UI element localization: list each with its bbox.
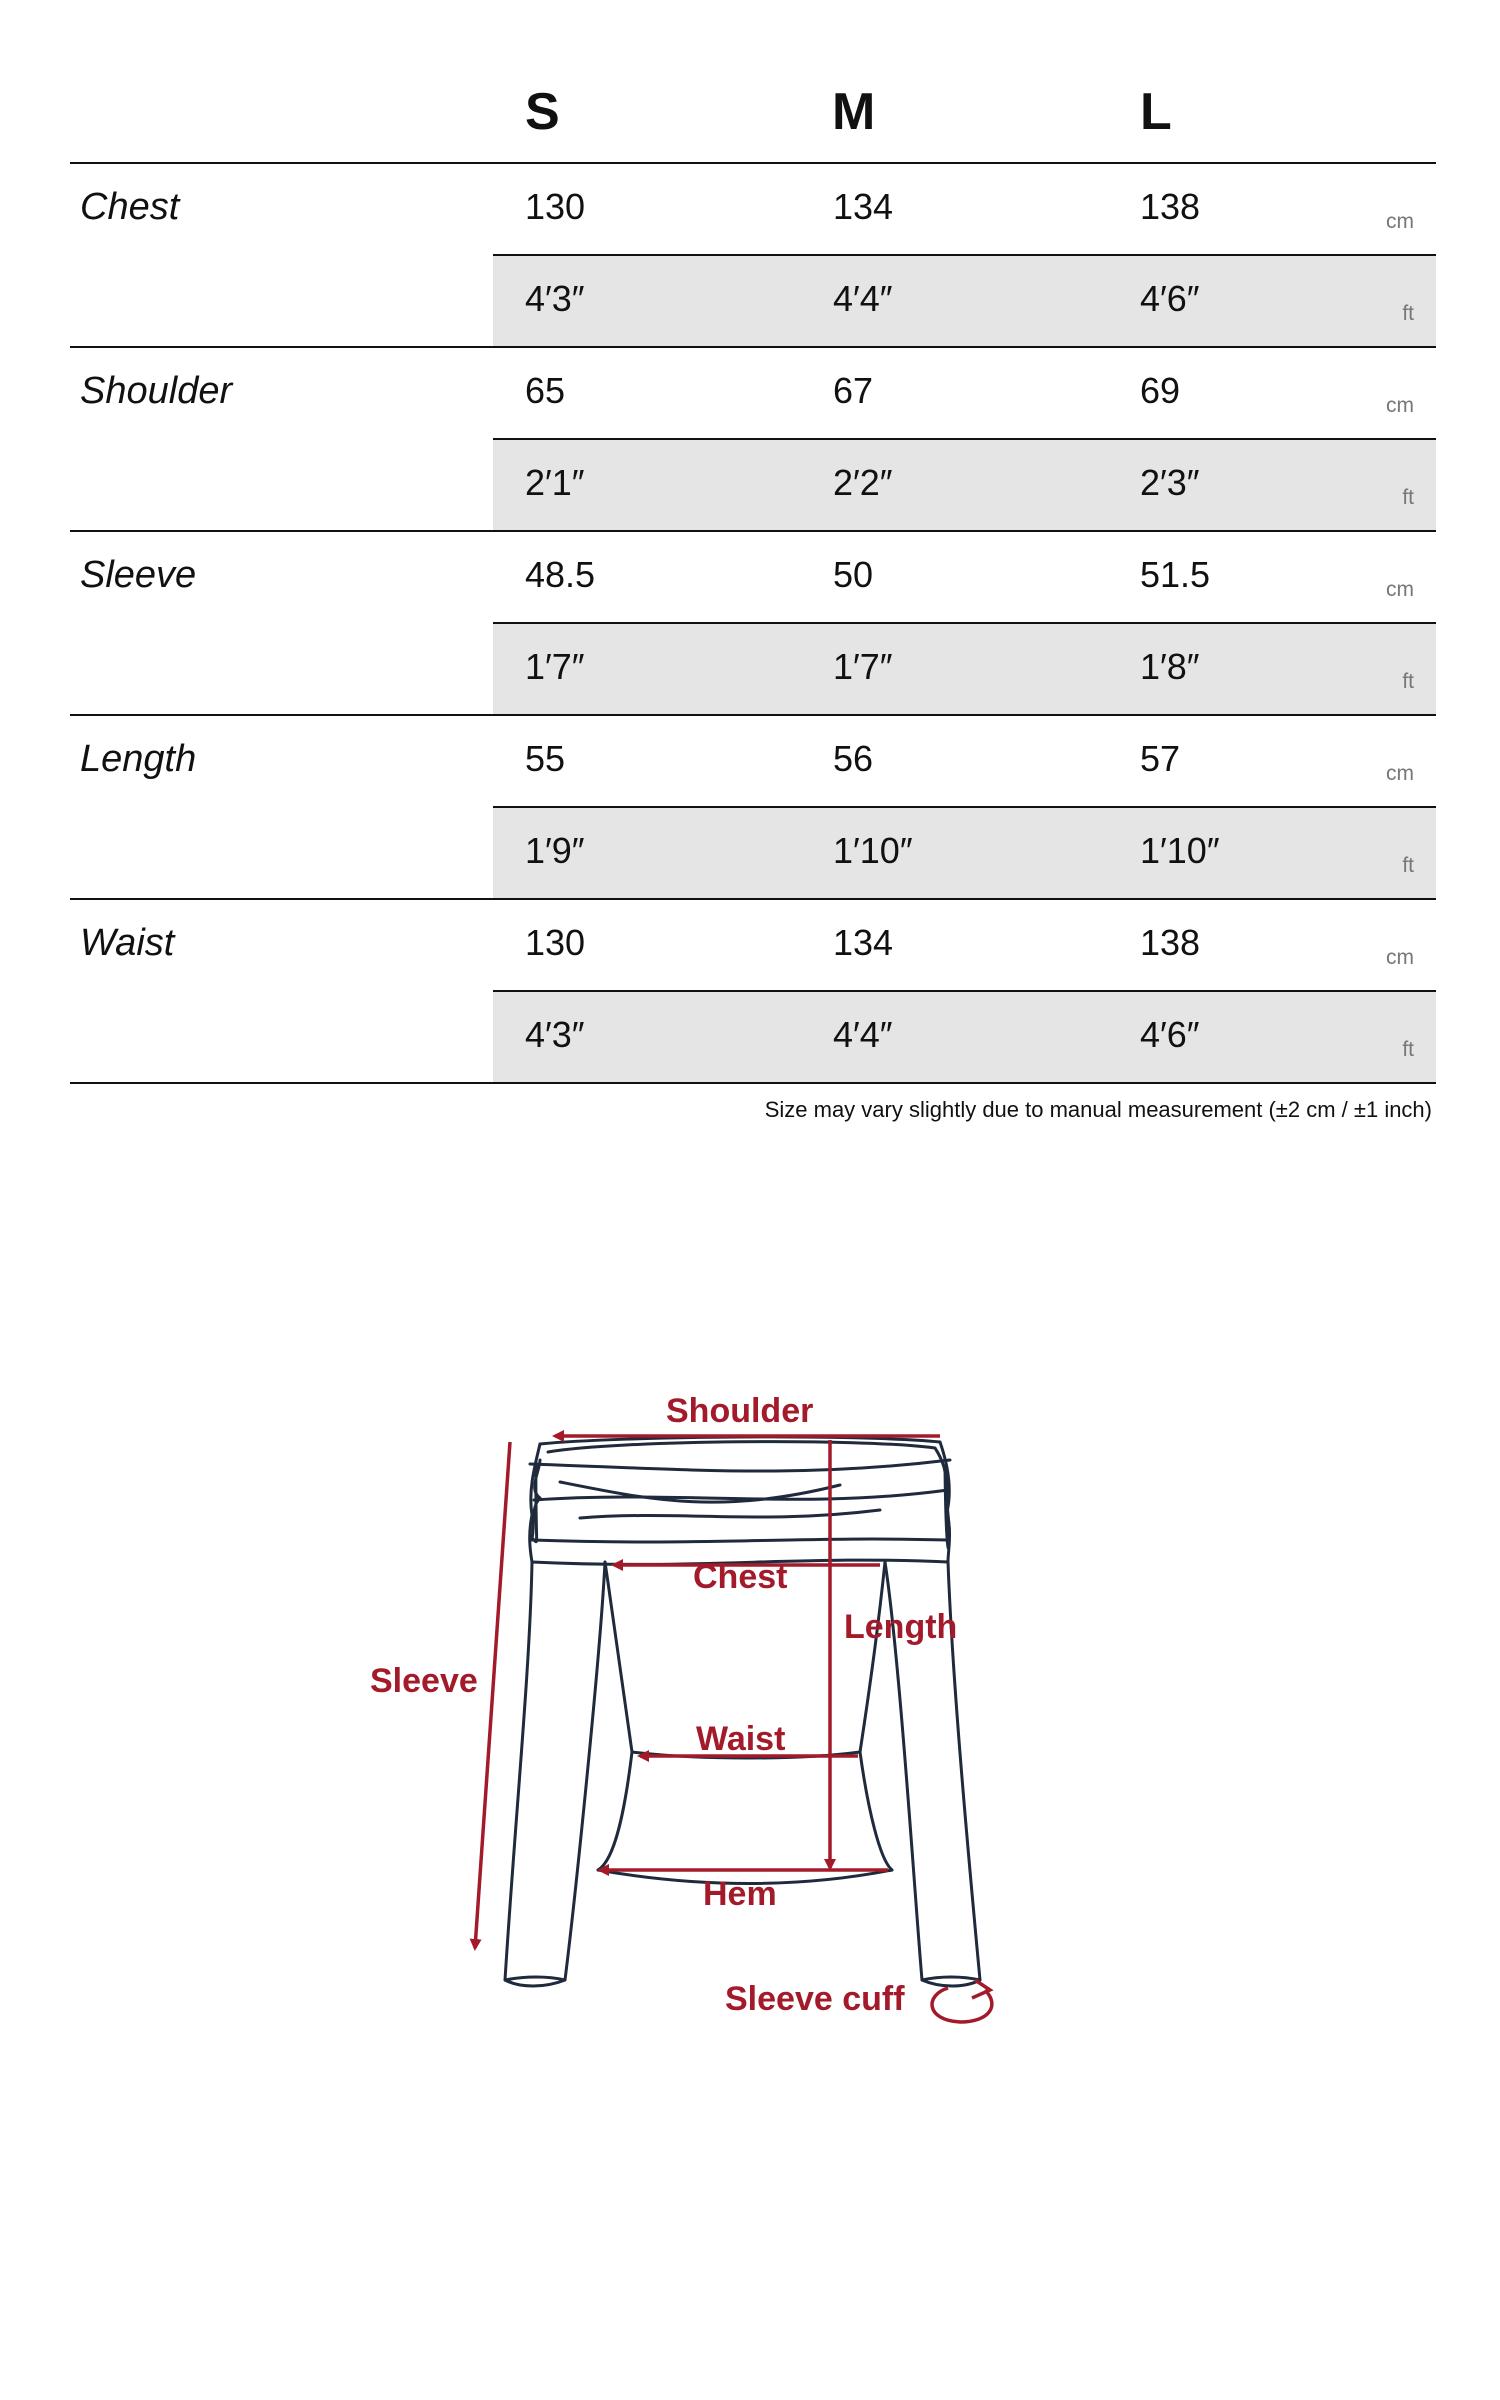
size-header-m: M [832, 83, 876, 141]
value-cell: 4′4″ [833, 1014, 893, 1055]
value-cell: 1′9″ [525, 830, 585, 871]
length-label: Length [844, 1608, 958, 1646]
unit-label-cm: cm [1386, 946, 1414, 969]
value-cell: 4′6″ [1140, 1014, 1200, 1055]
value-cell: 4′3″ [525, 1014, 585, 1055]
value-cell: 2′3″ [1140, 462, 1200, 503]
measurement-note: Size may vary slightly due to manual measurement (±2 cm / ±1 inch) [764, 1097, 1432, 1122]
unit-label-ft: ft [1402, 486, 1414, 509]
value-cell: 48.5 [525, 554, 596, 595]
value-cell: 65 [525, 370, 566, 411]
value-cell: 134 [833, 922, 894, 963]
value-cell: 51.5 [1140, 554, 1211, 595]
value-cell: 1′7″ [833, 646, 893, 687]
size-header-l: L [1140, 83, 1172, 141]
value-cell: 67 [833, 370, 874, 411]
measurement-label: Shoulder [80, 370, 233, 412]
measurement-label: Sleeve [80, 554, 197, 596]
shoulder-label: Shoulder [666, 1392, 814, 1430]
measurement-group-shoulder [70, 348, 1436, 532]
ft-row [493, 438, 1436, 530]
value-cell: 1′7″ [525, 646, 585, 687]
unit-label-ft: ft [1402, 854, 1414, 877]
cm-row [493, 532, 1436, 622]
cm-row [493, 348, 1436, 438]
value-cell: 134 [833, 186, 894, 227]
ft-row [493, 254, 1436, 346]
unit-label-ft: ft [1402, 1038, 1414, 1061]
value-cell: 55 [525, 738, 566, 779]
value-cell: 1′10″ [833, 830, 913, 871]
value-cell: 50 [833, 554, 874, 595]
measurement-label: Chest [80, 186, 180, 228]
hem-label: Hem [703, 1875, 777, 1913]
value-cell: 56 [833, 738, 874, 779]
measurement-group-waist [70, 900, 1436, 1084]
value-cell: 57 [1140, 738, 1181, 779]
value-cell: 138 [1140, 922, 1201, 963]
ft-row [493, 806, 1436, 898]
value-cell: 4′3″ [525, 278, 585, 319]
measurement-diagram [0, 1340, 1500, 2060]
value-cell: 138 [1140, 186, 1201, 227]
value-cell: 1′8″ [1140, 646, 1200, 687]
unit-label-cm: cm [1386, 578, 1414, 601]
sleeve-cuff-label: Sleeve cuff [725, 1980, 905, 2018]
unit-label-cm: cm [1386, 210, 1414, 233]
unit-label-ft: ft [1402, 670, 1414, 693]
measurement-group-length [70, 716, 1436, 900]
value-cell: 2′1″ [525, 462, 585, 503]
size-header-row [70, 60, 1436, 164]
size-header-s: S [525, 83, 560, 141]
value-cell: 69 [1140, 370, 1181, 411]
unit-label-cm: cm [1386, 394, 1414, 417]
value-cell: 2′2″ [833, 462, 893, 503]
measurement-group-chest [70, 164, 1436, 348]
ft-row [493, 622, 1436, 714]
cm-row [493, 716, 1436, 806]
cm-row [493, 164, 1436, 254]
sleeve-label: Sleeve [370, 1662, 478, 1700]
measurement-label: Length [80, 738, 197, 780]
chest-label: Chest [693, 1558, 788, 1596]
unit-label-ft: ft [1402, 302, 1414, 325]
measurement-group-sleeve [70, 532, 1436, 716]
ft-row [493, 990, 1436, 1082]
off-shoulder-top-illustration [0, 1340, 1500, 2060]
sleeve-arrow [475, 1442, 510, 1948]
value-cell: 130 [525, 186, 586, 227]
cm-row [493, 900, 1436, 990]
measurement-label: Waist [80, 922, 175, 964]
value-cell: 4′6″ [1140, 278, 1200, 319]
waist-label: Waist [696, 1720, 786, 1758]
value-cell: 130 [525, 922, 586, 963]
value-cell: 4′4″ [833, 278, 893, 319]
size-chart-table [70, 60, 1436, 1122]
unit-label-cm: cm [1386, 762, 1414, 785]
value-cell: 1′10″ [1140, 830, 1220, 871]
